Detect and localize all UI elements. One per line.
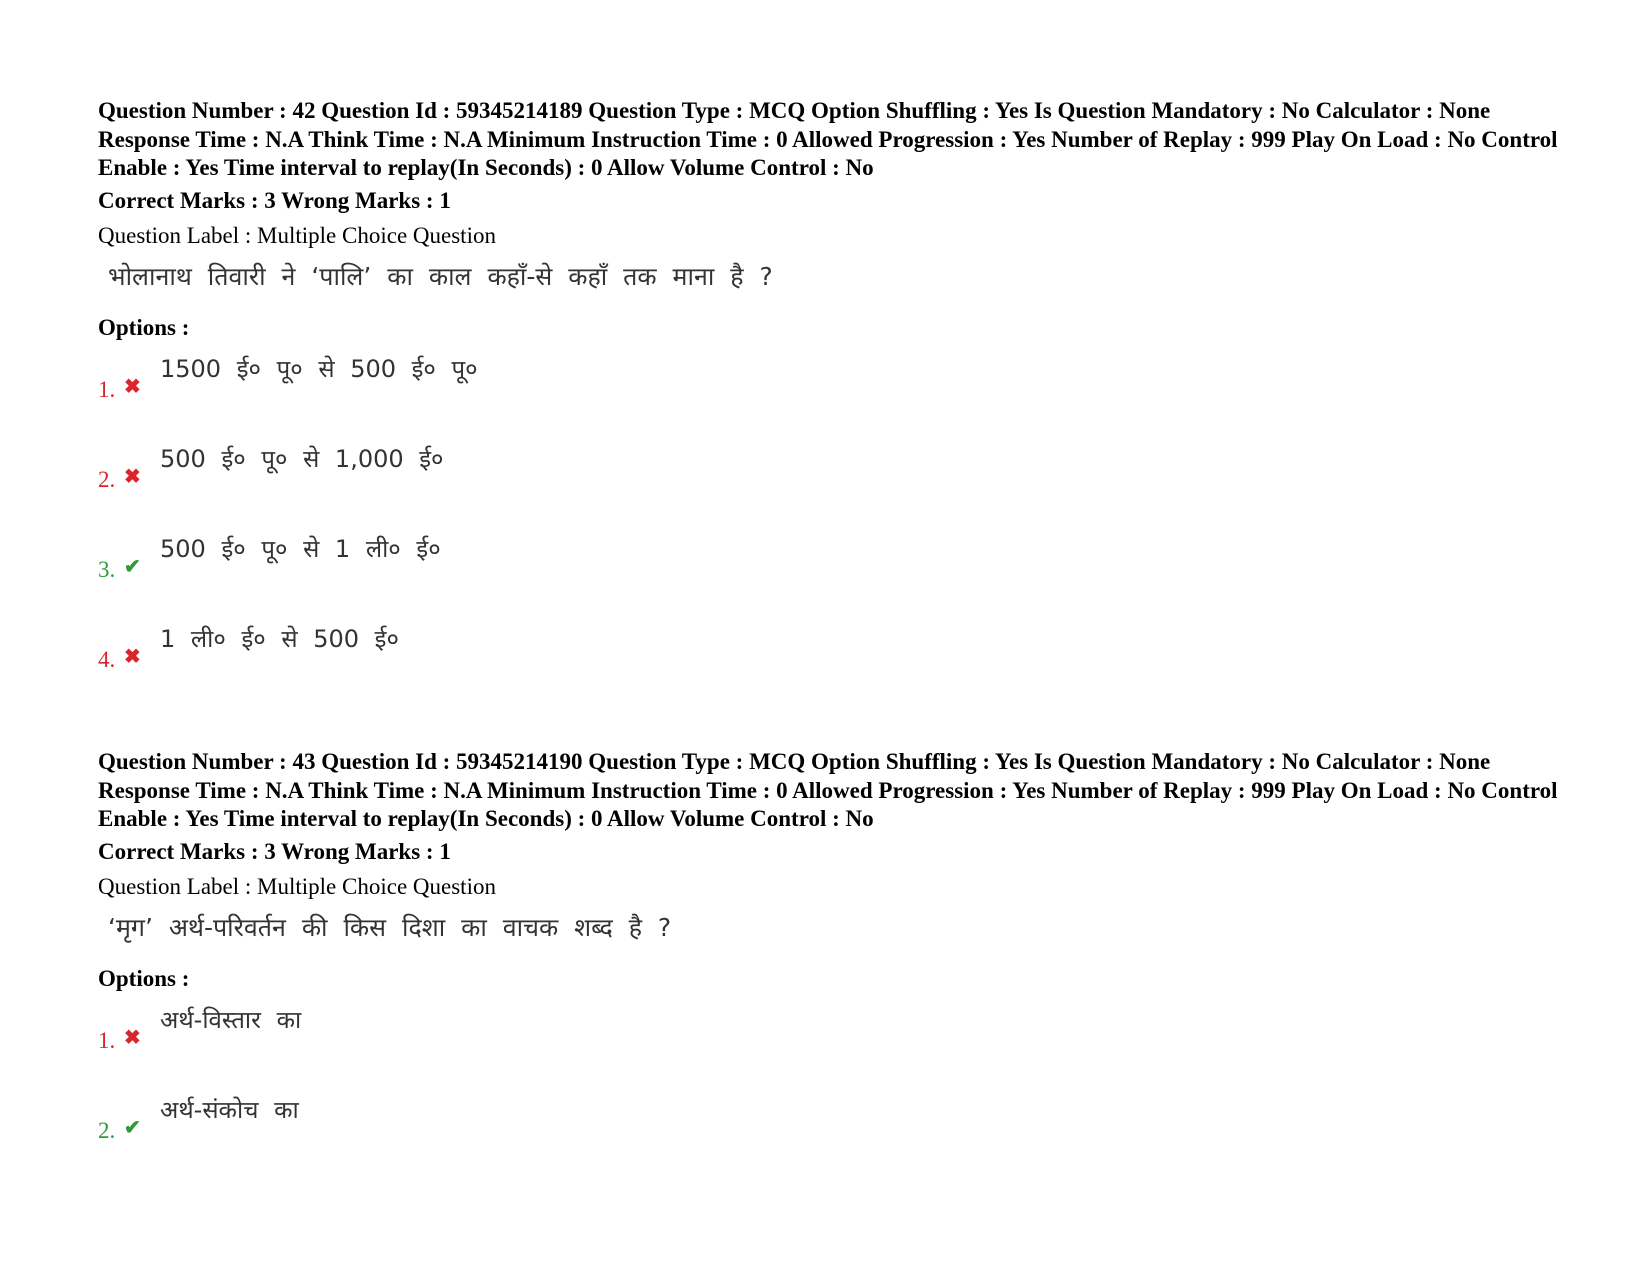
- option-number: 1.: [98, 1027, 116, 1053]
- wrong-cross-icon: ✖: [124, 645, 141, 668]
- question-block: [98, 97, 1568, 710]
- correct-check-icon: ✔: [124, 1116, 141, 1139]
- question-text: भोलानाथ तिवारी ने ‘पालि’ का काल कहाँ-से कहाँ तक माना है ?: [108, 261, 773, 291]
- question-meta: Question Number : 42 Question Id : 59345214189 Question Type : MCQ Option Shuffling : Yes Is Question Mandatory : No Calculator : None Response Time : N.A Think Time : N.A Minimum Instruction Time : 0 Allowed Progression : Yes Number of Replay : 999 Play On Load : No Control Enable : Yes Time interval to replay(In Seconds) : 0 Allow Volume Control : No: [98, 98, 1558, 180]
- option-item: [98, 1001, 1568, 1091]
- option-number: 4.: [98, 646, 116, 672]
- options-list: [98, 1001, 1568, 1181]
- option-number: 2.: [98, 466, 116, 492]
- correct-check-icon: ✔: [124, 555, 141, 578]
- question-marks: Correct Marks : 3 Wrong Marks : 1: [98, 187, 451, 213]
- option-text: 1500 ई० पू० से 500 ई० पू०: [160, 354, 478, 383]
- options-heading: Options :: [98, 314, 190, 340]
- question-label: Question Label : Multiple Choice Question: [98, 222, 496, 248]
- wrong-cross-icon: ✖: [124, 1026, 141, 1049]
- question-marks: Correct Marks : 3 Wrong Marks : 1: [98, 838, 451, 864]
- option-number: 2.: [98, 1117, 116, 1143]
- option-item: [98, 530, 1568, 620]
- question-text: ‘मृग’ अर्थ-परिवर्तन की किस दिशा का वाचक शब्द है ?: [108, 912, 672, 942]
- options-heading: Options :: [98, 965, 190, 991]
- option-text: अर्थ-संकोच का: [160, 1095, 299, 1124]
- option-item: [98, 440, 1568, 530]
- wrong-cross-icon: ✖: [124, 465, 141, 488]
- options-list: [98, 350, 1568, 710]
- question-block: [98, 748, 1568, 1181]
- option-text: 500 ई० पू० से 1 ली० ई०: [160, 534, 441, 563]
- option-text: 1 ली० ई० से 500 ई०: [160, 624, 399, 653]
- option-text: अर्थ-विस्तार का: [160, 1005, 302, 1034]
- option-item: [98, 350, 1568, 440]
- option-item: [98, 1091, 1568, 1181]
- option-text: 500 ई० पू० से 1,000 ई०: [160, 444, 444, 473]
- wrong-cross-icon: ✖: [124, 375, 141, 398]
- question-label: Question Label : Multiple Choice Question: [98, 873, 496, 899]
- question-meta: Question Number : 43 Question Id : 59345214190 Question Type : MCQ Option Shuffling : Yes Is Question Mandatory : No Calculator : None Response Time : N.A Think Time : N.A Minimum Instruction Time : 0 Allowed Progression : Yes Number of Replay : 999 Play On Load : No Control Enable : Yes Time interval to replay(In Seconds) : 0 Allow Volume Control : No: [98, 749, 1558, 831]
- option-item: [98, 620, 1568, 710]
- option-number: 1.: [98, 376, 116, 402]
- option-number: 3.: [98, 556, 116, 582]
